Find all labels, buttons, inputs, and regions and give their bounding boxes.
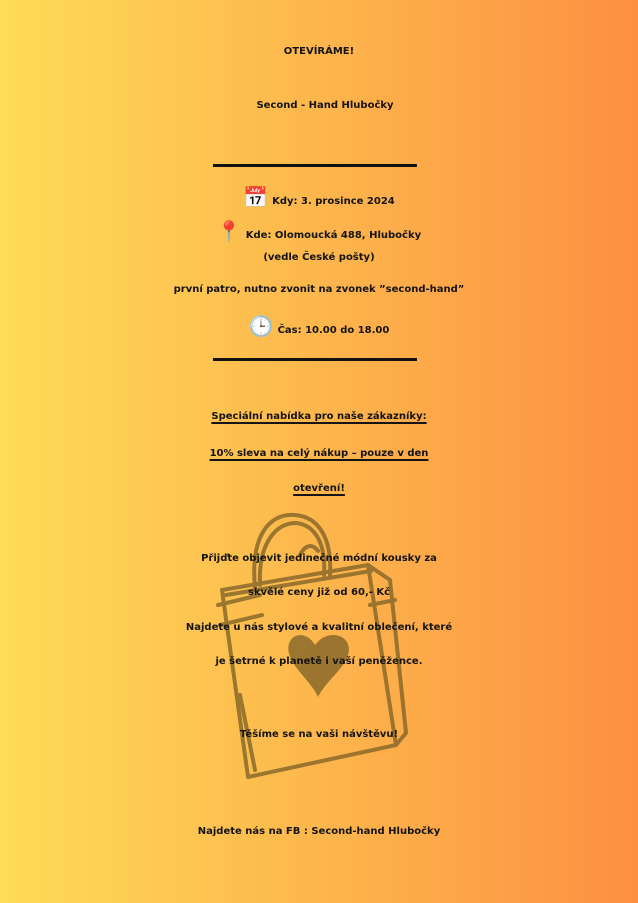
info-time-text: Čas: 10.00 do 18.00 [277,325,390,336]
footer-facebook: Najdete nás na FB : Second-hand Hlubočky [197,826,441,837]
info-time [0,314,638,338]
offer-line-1: Speciální nabídka pro naše zákazníky: [211,411,427,422]
info-when-text: Kdy: 3. prosince 2024 [272,196,395,207]
greeting: Těšíme se na vaši návštěvu! [239,729,399,740]
pitch-line-1: Přijďte objevit jedinečné módní kousky za [201,553,437,564]
headline-shop-name: Second - Hand Hlubočky [256,100,394,111]
pitch-line-3: Najdete u nás stylové a kvalitní oblečení, které [185,622,453,633]
offer-line-3: otevření! [293,483,345,494]
clock-icon: 🕒 [248,314,274,338]
info-where-text: Kde: Olomoucká 488, Hlubočky [245,230,422,241]
calendar-icon: 📅 [243,185,269,209]
pitch-line-2: skvělé ceny již od 60,- Kč [247,587,391,598]
shopping-bag-heart-icon [200,495,410,795]
pin-icon: 📍 [216,219,242,243]
divider-top [213,164,417,167]
info-where [0,219,638,243]
offer-line-2: 10% sleva na celý nákup – pouze v den [209,448,429,459]
divider-bottom [213,358,417,361]
info-when [0,185,638,209]
pitch-line-4: je šetrné k planetě i vaší peněžence. [215,656,423,667]
info-where-note: (vedle České pošty) [263,252,375,263]
headline-opening: OTEVÍRÁME! [283,46,355,57]
info-floor-note: první patro, nutno zvonit na zvonek ”second-hand” [173,284,465,295]
